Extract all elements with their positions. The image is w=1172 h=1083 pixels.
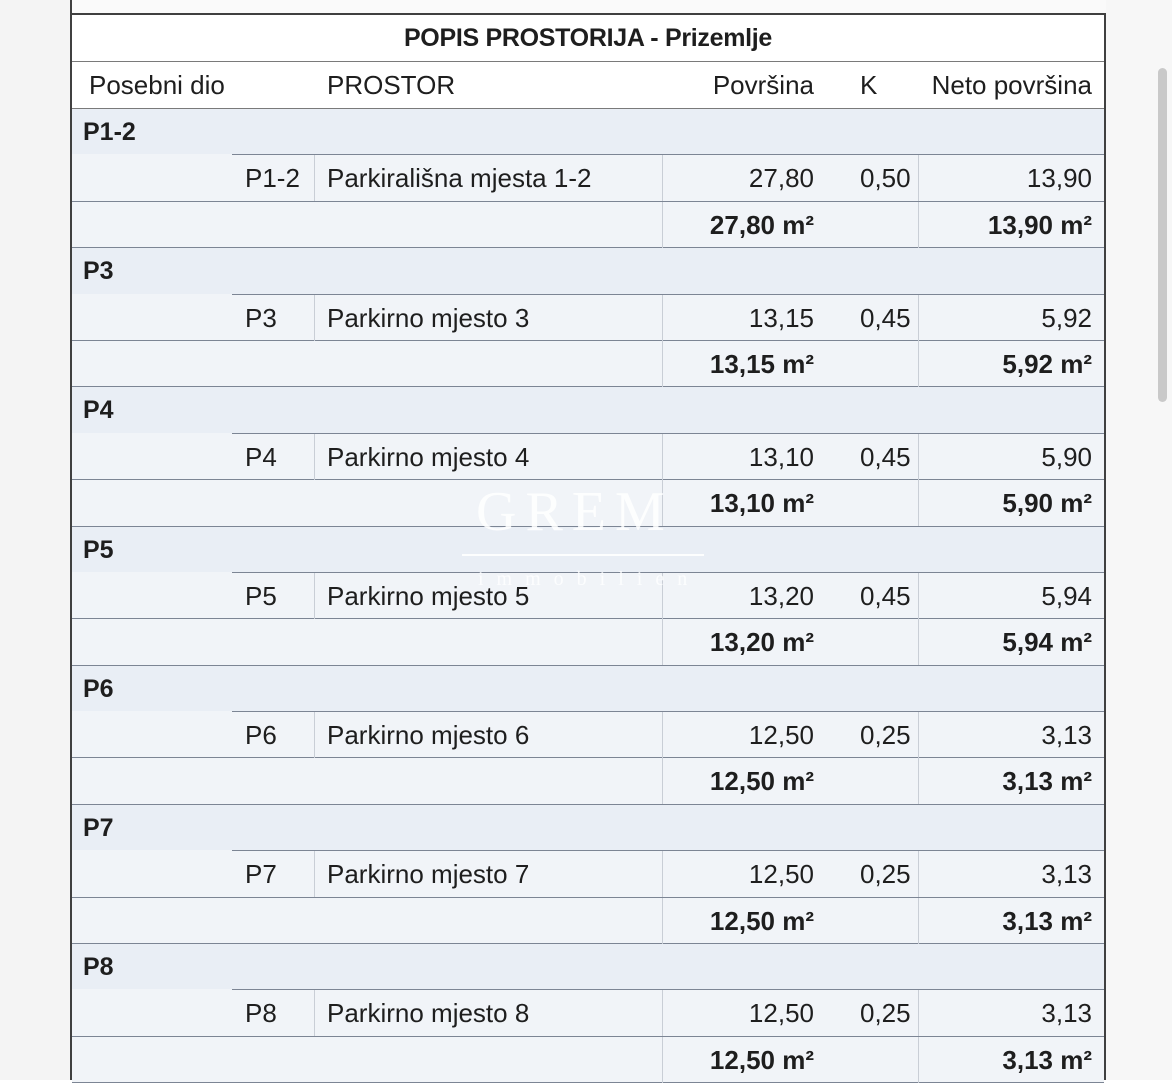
k-coefficient: 0,25 [860,720,911,751]
left-gutter [0,0,70,1080]
k-coefficient: 0,50 [860,163,911,194]
subtotal-net-area: 5,94 m² [1002,627,1092,658]
table-row [72,851,1104,897]
k-coefficient: 0,45 [860,580,911,611]
subtotal-row [72,758,1104,804]
cell-divider [314,295,315,341]
net-area-value: 3,13 [1041,720,1092,751]
subtotal-row [72,619,1104,665]
space-name: Parkirno mjesto 8 [327,998,530,1029]
table-row [72,434,1104,480]
cell-divider [662,341,663,387]
space-name: Parkirno mjesto 7 [327,859,530,890]
subtotal-area: 12,50 m² [709,766,814,797]
cell-divider [918,295,919,341]
space-name: Parkirno mjesto 6 [327,720,530,751]
subtotal-row [72,480,1104,526]
net-area-value: 3,13 [1041,998,1092,1029]
group-row [72,666,1104,712]
cell-divider [662,295,663,341]
page-top-edge [70,0,1106,15]
area-value: 12,50 [748,998,814,1029]
cell-divider [662,202,663,248]
cell-divider [662,758,663,804]
group-row [72,248,1104,294]
space-code: P7 [245,859,277,890]
group-label: P5 [83,535,114,564]
space-name: Parkirno mjesto 4 [327,441,530,472]
subtotal-net-area: 3,13 m² [1002,766,1092,797]
header-povrsina: Površina [712,70,814,100]
cell-divider [918,573,919,619]
subtotal-area: 13,20 m² [709,627,814,658]
group-row [72,387,1104,433]
cell-divider [314,851,315,897]
group-label: P1-2 [83,118,136,146]
k-coefficient: 0,25 [860,998,911,1029]
area-value: 12,50 [748,859,814,890]
group-label: P6 [83,674,114,703]
table-row [72,573,1104,619]
group-row [72,805,1104,851]
cell-divider [918,898,919,944]
net-area-value: 13,90 [1026,163,1092,194]
cell-divider [314,990,315,1036]
net-area-value: 5,90 [1041,441,1092,472]
subtotal-area: 27,80 m² [709,209,814,240]
space-code: P8 [245,998,277,1029]
scrollbar-thumb[interactable] [1158,68,1167,402]
subtotal-row [72,898,1104,944]
area-value: 12,50 [748,720,814,751]
group-label: P7 [83,813,114,842]
cell-divider [918,341,919,387]
net-area-value: 3,13 [1041,859,1092,890]
cell-divider [918,990,919,1036]
area-value: 13,10 [748,441,814,472]
subtotal-net-area: 5,90 m² [1002,488,1092,519]
cell-divider [918,434,919,480]
space-code: P4 [245,441,277,472]
area-value: 13,20 [748,580,814,611]
space-name: Parkirno mjesto 5 [327,580,530,611]
net-area-value: 5,94 [1041,580,1092,611]
header-posebni-dio: Posebni dio [89,70,225,100]
group-label: P3 [83,257,114,286]
cell-divider [314,712,315,758]
table-row [72,295,1104,341]
cell-divider [314,155,315,201]
subtotal-net-area: 5,92 m² [1002,348,1092,379]
table-body [72,109,1104,1083]
header-k: K [860,70,878,100]
area-value: 13,15 [748,302,814,333]
net-area-value: 5,92 [1041,302,1092,333]
cell-divider [314,434,315,480]
cell-divider [662,480,663,526]
space-code: P3 [245,302,277,333]
cell-divider [918,712,919,758]
space-name: Parkirališna mjesta 1-2 [327,163,592,194]
cell-divider [662,712,663,758]
group-label: P8 [83,953,114,982]
cell-divider [918,480,919,526]
space-code: P6 [245,720,277,751]
watermark-brand: GREM [476,481,674,543]
subtotal-area: 12,50 m² [709,1044,814,1075]
group-row [72,944,1104,990]
subtotal-area: 12,50 m² [709,905,814,936]
watermark-subtitle: immobilien [478,568,701,590]
cell-divider [662,619,663,665]
subtotal-row [72,341,1104,387]
subtotal-row [72,1037,1104,1083]
header-neto-povrsina: Neto površina [931,70,1092,100]
cell-divider [918,758,919,804]
k-coefficient: 0,45 [860,441,911,472]
subtotal-net-area: 3,13 m² [1002,1044,1092,1075]
cell-divider [662,990,663,1036]
cell-divider [918,1037,919,1083]
cell-divider [918,619,919,665]
subtotal-net-area: 13,90 m² [987,209,1092,240]
cell-divider [662,898,663,944]
cell-divider [662,1037,663,1083]
subtotal-net-area: 3,13 m² [1002,905,1092,936]
cell-divider [662,434,663,480]
cell-divider [918,851,919,897]
space-name: Parkirno mjesto 3 [327,302,530,333]
group-label: P4 [83,396,114,425]
header-prostor: PROSTOR [327,70,456,100]
table-row [72,155,1104,201]
table-row [72,990,1104,1036]
cell-divider [918,155,919,201]
cell-divider [662,155,663,201]
k-coefficient: 0,25 [860,859,911,890]
cell-divider [314,573,315,619]
group-row [72,527,1104,573]
space-code: P5 [245,580,277,611]
room-list-table [72,15,1104,1083]
subtotal-area: 13,10 m² [709,488,814,519]
table-title: POPIS PROSTORIJA - Prizemlje [72,15,1104,62]
cell-divider [662,851,663,897]
k-coefficient: 0,45 [860,302,911,333]
table-row [72,712,1104,758]
cell-divider [918,202,919,248]
subtotal-row [72,202,1104,248]
space-code: P1-2 [245,163,300,194]
group-row [72,109,1104,155]
cell-divider [662,573,663,619]
area-value: 27,80 [748,163,814,194]
table-header [72,62,1104,109]
subtotal-area: 13,15 m² [709,348,814,379]
